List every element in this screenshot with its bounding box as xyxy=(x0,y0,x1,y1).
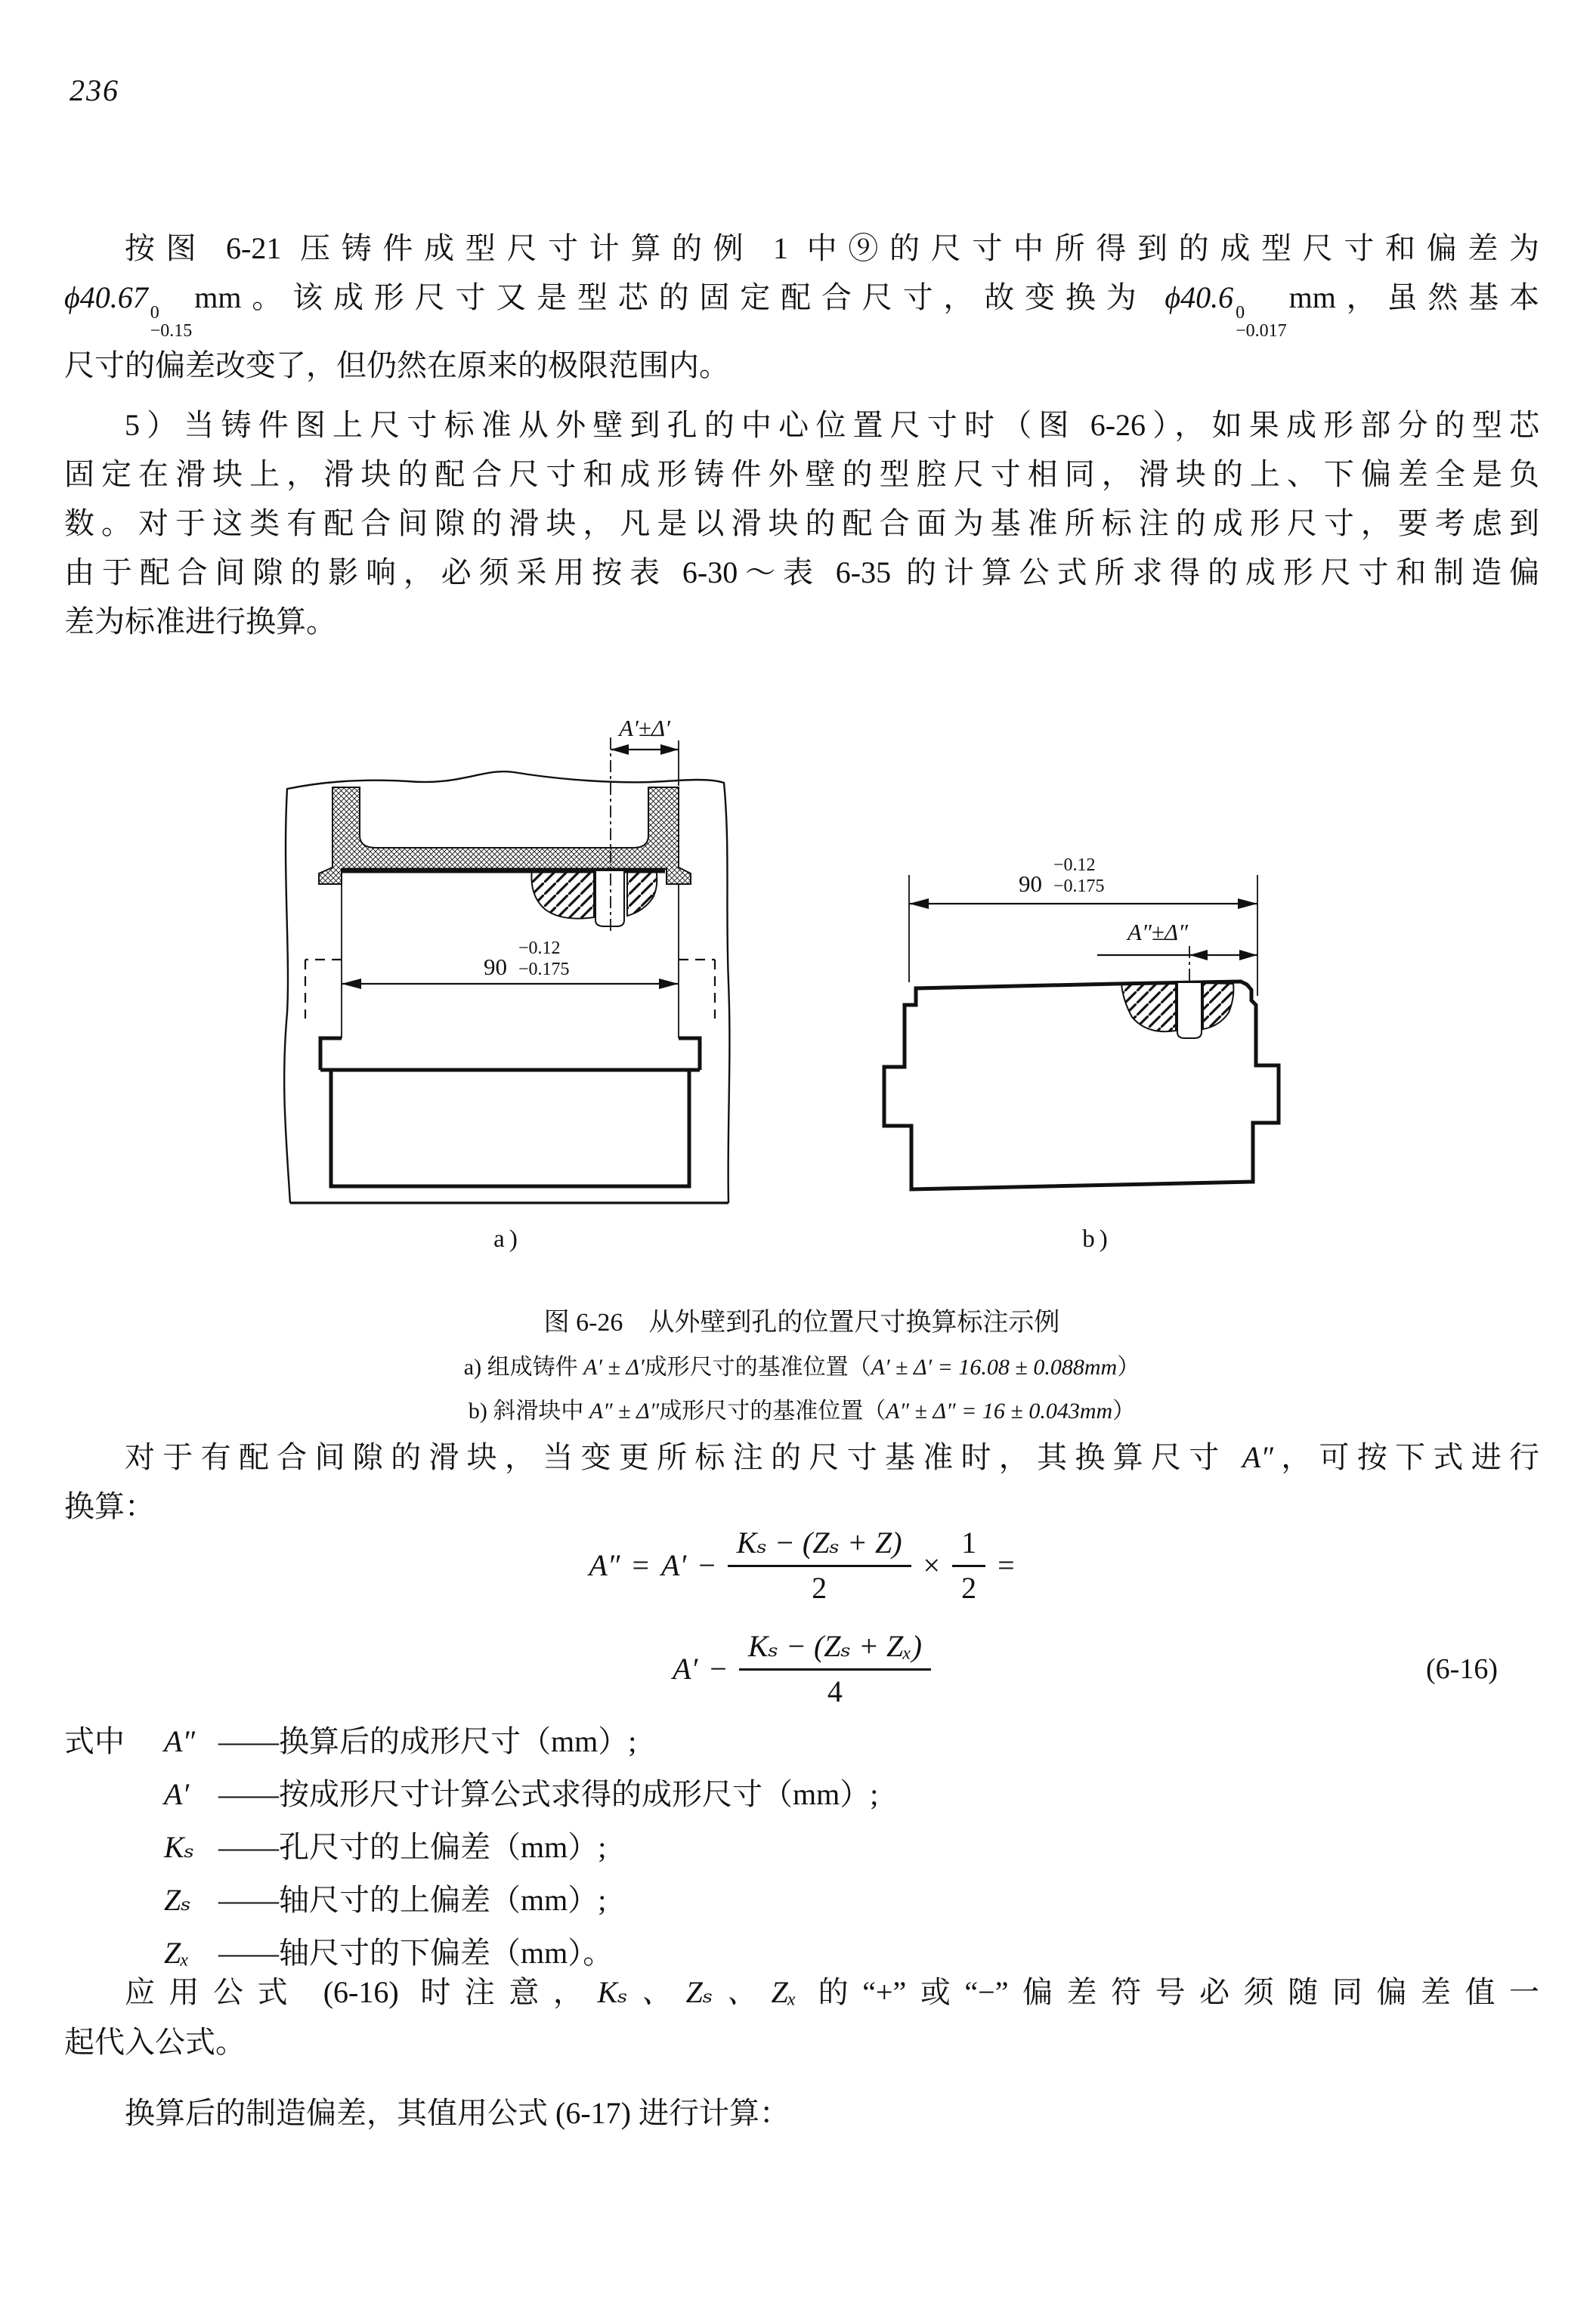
paragraph-1-line-2 xyxy=(64,273,1539,341)
arrowhead xyxy=(1238,898,1257,909)
fraction-denominator: 4 xyxy=(827,1674,843,1708)
formula-line-2 xyxy=(64,1628,1539,1709)
definition-desc: ——孔尺寸的上偏差（mm）; xyxy=(218,1830,607,1864)
paragraph-3-text-b: ，可按下式进行 xyxy=(1273,1440,1540,1474)
paragraph-1 xyxy=(64,224,1539,390)
formula-var: A′ xyxy=(673,1652,698,1686)
lower-deviation: −0.017 xyxy=(1236,321,1287,342)
figure-a xyxy=(284,715,729,1253)
definition-desc: ——按成形尺寸计算公式求得的成形尺寸（mm）; xyxy=(218,1777,879,1811)
paragraph-2-line-5: 差为标准进行换算。 xyxy=(64,604,336,638)
subcap-a-math-1: A′ ± Δ′ xyxy=(583,1355,645,1380)
paragraph-3-line-1 xyxy=(64,1433,1539,1482)
subcap-a-text-2: 成形尺寸的基准位置（ xyxy=(644,1355,871,1380)
subcap-a-text-3: ） xyxy=(1117,1355,1140,1380)
subcap-b-math-2: A″ ± Δ″ = 16 ± 0.043mm xyxy=(886,1399,1113,1424)
core-hole-slot xyxy=(595,871,624,926)
definition-row xyxy=(164,1883,1539,1917)
paragraph-5-text-a: 应用公式 (6-16) 时注意， xyxy=(125,1975,598,2009)
paragraph-3-var: A″ xyxy=(1242,1440,1273,1474)
fraction-2 xyxy=(952,1525,985,1606)
subcap-b-text-3: ） xyxy=(1112,1399,1136,1424)
arrowhead xyxy=(611,744,629,755)
fraction-1 xyxy=(728,1525,911,1606)
definition-row xyxy=(64,1724,1539,1758)
definition-row xyxy=(164,1777,1539,1811)
formula-line-1 xyxy=(64,1525,1539,1606)
definition-term: A′ xyxy=(164,1777,190,1811)
definitions-list xyxy=(64,1724,1539,1989)
formula-var: A″ xyxy=(589,1548,620,1582)
definition-desc: ——轴尺寸的下偏差（mm）。 xyxy=(218,1936,614,1970)
fraction-numerator: Kₛ − (Zₛ + Z) xyxy=(728,1525,911,1567)
arrowhead xyxy=(342,978,361,989)
body-text-bottom xyxy=(64,1968,1539,2138)
formula-op: − xyxy=(710,1652,727,1686)
definition-desc: ——轴尺寸的上偏差（mm）; xyxy=(218,1883,607,1917)
page-number: 236 xyxy=(70,73,119,107)
paragraph-2-line-4: 由于配合间隙的影响，必须采用按表 6-30～表 6-35 的计算公式所求得的成形尺寸和制造偏 xyxy=(64,555,1539,589)
paragraph-6: 换算后的制造偏差，其值用公式 (6-17) 进行计算： xyxy=(125,2096,790,2130)
dim-a-dprime-label: A″±Δ″ xyxy=(1127,919,1188,945)
paragraph-1-line-1: 按图 6-21 压铸件成型尺寸计算的例 1 中⑨的尺寸中所得到的成型尺寸和偏差为 xyxy=(125,231,1539,265)
formula-op: − xyxy=(698,1548,716,1582)
subcap-b-text-2: 成形尺寸的基准位置（ xyxy=(659,1399,886,1424)
lower-deviation: −0.15 xyxy=(150,321,193,342)
definition-row xyxy=(164,1936,1539,1970)
subcap-b-text: b) 斜滑块中 xyxy=(468,1399,589,1424)
paragraph-3-text-a: 对于有配合间隙的滑块，当变更所标注的尺寸基准时，其换算尺寸 xyxy=(125,1440,1242,1474)
figure-b-label: b) xyxy=(1082,1226,1112,1253)
upper-deviation: 0 xyxy=(150,303,159,323)
paragraph-1-text-a: mm。该成形尺寸又是型芯的固定配合尺寸，故变换为 xyxy=(194,280,1165,314)
definition-term: Zₛ xyxy=(164,1883,191,1917)
definition-term: Kₛ xyxy=(164,1830,195,1864)
figure-a-label: a) xyxy=(493,1226,522,1253)
body-text-top xyxy=(64,224,1539,646)
tolerance-stack-1 xyxy=(148,304,195,341)
figure-b xyxy=(884,855,1279,1253)
fraction-numerator: Kₛ − (Zₛ + Zₓ) xyxy=(739,1628,931,1671)
paragraph-5-line-1 xyxy=(64,1968,1539,2017)
figure-6-26-drawing xyxy=(257,714,1542,1254)
formula-op: × xyxy=(923,1548,941,1582)
formula-6-16 xyxy=(64,1525,1539,1709)
arrowhead xyxy=(1189,950,1208,960)
dim90a-upper: −0.12 xyxy=(518,938,561,958)
subcap-b-math-1: A″ ± Δ″ xyxy=(589,1399,660,1424)
dim90b-base: 90 xyxy=(1019,870,1042,897)
paragraph-2-line-3: 数。对于这类有配合间隙的滑块，凡是以滑块的配合面为基准所标注的成形尺寸，要考虑到 xyxy=(64,505,1539,540)
dim90b-upper: −0.12 xyxy=(1053,855,1096,875)
definition-desc: ——换算后的成形尺寸（mm）; xyxy=(218,1724,637,1758)
paragraph-1-text-b: mm，虽然基本 xyxy=(1288,280,1539,314)
figure-caption: 图 6-26 从外壁到孔的位置尺寸换算标注示例 xyxy=(543,1309,1060,1337)
mold-pocket-dashed-left xyxy=(305,960,342,1019)
fraction-3 xyxy=(739,1628,931,1709)
core-hatched-left xyxy=(531,869,594,919)
paragraph-1-line-3: 尺寸的偏差改变了，但仍然在原来的极限范围内。 xyxy=(64,348,729,382)
tolerance-dim-1: ϕ40.67 xyxy=(64,280,148,314)
formula-var: A′ xyxy=(661,1548,687,1582)
formula-op: = xyxy=(998,1548,1015,1582)
equation-number: (6-16) xyxy=(1426,1652,1498,1685)
paragraph-2-line-2: 固定在滑块上，滑块的配合尺寸和成形铸件外壁的型腔尺寸相同，滑块的上、下偏差全是负 xyxy=(64,456,1539,491)
slide-block-outline xyxy=(320,1038,700,1186)
arrowhead xyxy=(1239,950,1257,960)
paragraph-5 xyxy=(64,1968,1539,2067)
formula-op: = xyxy=(632,1548,650,1582)
upper-deviation: 0 xyxy=(1236,303,1245,323)
dim90a-base: 90 xyxy=(484,954,507,980)
fraction-denominator: 2 xyxy=(812,1571,827,1605)
tolerance-stack-2 xyxy=(1233,304,1289,341)
subcap-a-math-2: A′ ± Δ′ = 16.08 ± 0.088mm xyxy=(871,1355,1118,1380)
mold-pocket-dashed-right xyxy=(679,960,715,1019)
tolerance-dim-2: ϕ40.6 xyxy=(1165,280,1234,314)
definition-row xyxy=(164,1830,1539,1864)
dim90a-lower: −0.175 xyxy=(518,960,570,979)
paragraph-5-vars: Kₛ、Zₛ、Zₓ xyxy=(597,1975,797,2009)
paragraph-5-line-2: 起代入公式。 xyxy=(64,2025,246,2059)
core-b-hole-slot xyxy=(1177,983,1202,1038)
core-hatched-right xyxy=(627,869,657,916)
subcap-a-text: a) 组成铸件 xyxy=(463,1355,584,1380)
definitions-lead: 式中 xyxy=(64,1724,125,1758)
paragraph-2-line-1: 5）当铸件图上尺寸标准从外壁到孔的中心位置尺寸时（图 6-26），如果成形部分的型芯 xyxy=(125,407,1539,442)
paragraph-5-text-b: 的“+”或“−”偏差符号必须随同偏差值一 xyxy=(796,1975,1539,2009)
paragraph-3-line-2: 换算： xyxy=(64,1489,155,1523)
dim-a-prime-label: A′±Δ′ xyxy=(619,715,670,741)
fraction-numerator: 1 xyxy=(952,1525,985,1567)
arrowhead xyxy=(909,898,929,909)
paragraph-3 xyxy=(64,1433,1539,1531)
arrowhead xyxy=(659,978,679,989)
fraction-denominator: 2 xyxy=(961,1571,977,1605)
definition-term: A″ xyxy=(164,1724,196,1758)
definition-term: Zₓ xyxy=(164,1936,190,1970)
arrowhead xyxy=(660,744,679,755)
paragraph-2 xyxy=(64,400,1539,646)
figure-subcaption-a xyxy=(64,1348,1539,1381)
figure-subcaption-b xyxy=(64,1392,1539,1425)
dim90b-lower: −0.175 xyxy=(1053,876,1105,896)
